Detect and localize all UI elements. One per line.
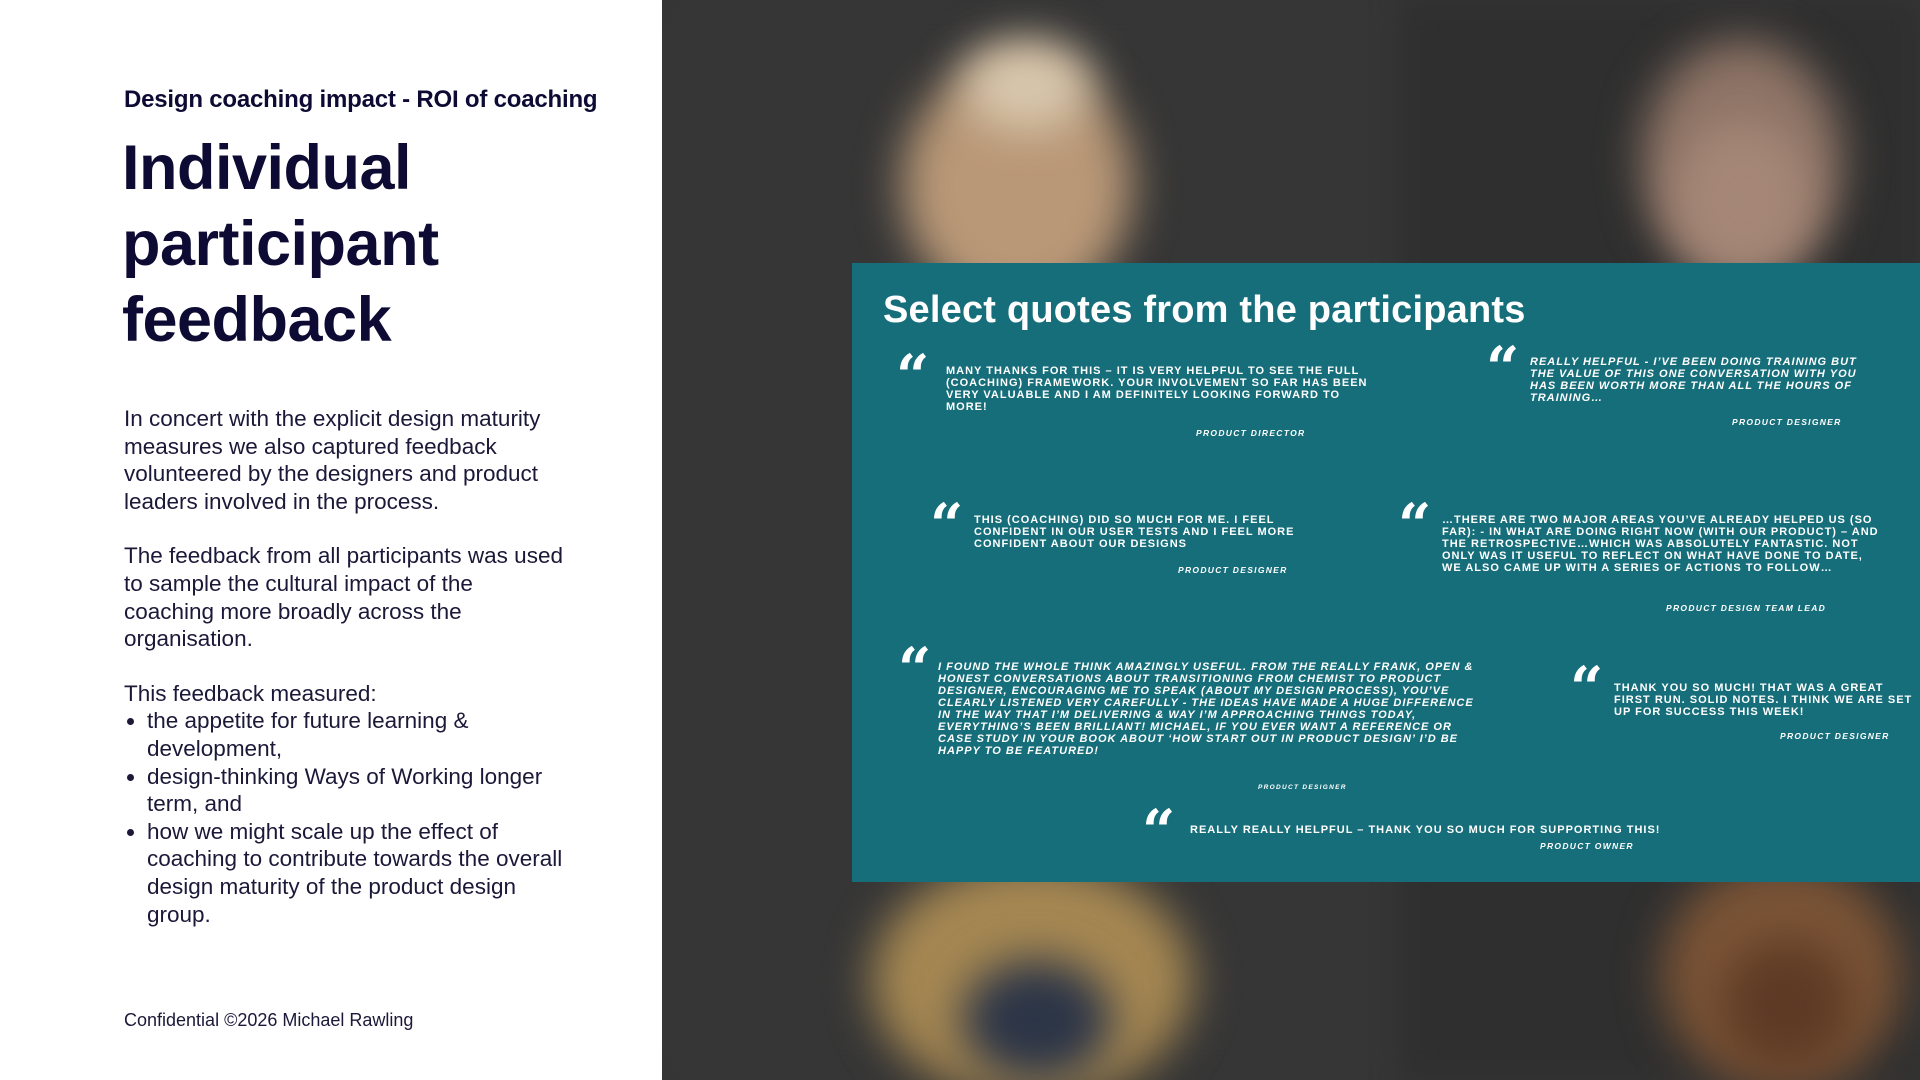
quote-text: THIS (COACHING) DID SO MUCH FOR ME. I FEEL CONFIDENT IN OUR USER TESTS AND I FEEL MORE CONFIDENT ABOUT OUR DESIGNS: [974, 514, 1295, 550]
slide-text-panel: [0, 0, 662, 1080]
quote-mark-icon: “: [896, 342, 924, 410]
slide-kicker: Design coaching impact - ROI of coaching: [124, 86, 598, 113]
quote-role: PRODUCT DIRECTOR: [1196, 428, 1306, 438]
quote-mark-icon: “: [1398, 491, 1426, 559]
quote-text: REALLY HELPFUL - I’VE BEEN DOING TRAINING BUT THE VALUE OF THIS ONE CONVERSATION WITH YOU HAS BEEN WORTH MORE THAN ALL THE HOURS OF TRAINING…: [1530, 356, 1857, 404]
body-paragraph-2: The feedback from all participants was used to sample the cultural impact of the coaching more broadly across the organisation.: [124, 543, 563, 652]
quote-block: [898, 635, 1478, 791]
quote-mark-icon: “: [1486, 334, 1514, 402]
quote-mark-icon: “: [898, 635, 926, 703]
participant-face: [962, 960, 1112, 1080]
quote-role: PRODUCT DESIGNER: [1258, 784, 1347, 791]
quotes-card-title: Select quotes from the participants: [883, 289, 1526, 331]
measured-item: • how we might scale up the effect of coaching to contribute towards the overall design maturity of the product design group.: [147, 818, 564, 928]
quote-text: …THERE ARE TWO MAJOR AREAS YOU’VE ALREADY HELPED US (SO FAR): - IN WHAT ARE DOING RIGHT NOW (WITH OUR PRODUCT) – AND THE RETROSPECTIVE…WHICH WAS ABSOLUTELY FANTASTIC. NOT ONLY WAS IT USEFUL TO REFLECT ON WHAT HAVE DONE TO DATE, WE ALSO CAME UP WITH A SERIES OF ACTIONS TO FOLLOW…: [1442, 514, 1879, 574]
quote-role: PRODUCT DESIGNER: [1732, 417, 1842, 427]
quote-block: [896, 342, 1396, 451]
quote-text: REALLY REALLY HELPFUL – THANK YOU SO MUCH FOR SUPPORTING THIS!: [1190, 824, 1661, 836]
measured-item: • the appetite for future learning & development,: [147, 707, 564, 762]
quote-mark-icon: “: [1570, 654, 1598, 722]
quote-role: PRODUCT DESIGNER: [1178, 565, 1288, 575]
quote-block: [1398, 491, 1898, 620]
slide-body: [124, 405, 564, 928]
body-paragraph-1: In concert with the explicit design maturity measures we also captured feedback volunteered by the designers and product leaders involved in the process.: [124, 406, 541, 514]
quote-role: PRODUCT OWNER: [1540, 841, 1634, 851]
quote-block: [1486, 334, 1906, 443]
slide-title: Individual participant feedback: [122, 133, 439, 355]
copyright-footer: Confidential ©2026 Michael Rawling: [124, 1010, 414, 1030]
quote-block: [1570, 654, 1920, 743]
participant-face: [962, 40, 1092, 130]
quotes-card: [852, 263, 1920, 882]
quote-role: PRODUCT DESIGNER: [1780, 731, 1890, 741]
participant-face: [1672, 120, 1812, 280]
quote-mark-icon: “: [1142, 797, 1170, 865]
participant-face: [1722, 940, 1852, 1070]
quote-block: [930, 491, 1330, 580]
quote-text: I FOUND THE WHOLE THINK AMAZINGLY USEFUL. FROM THE REALLY FRANK, OPEN & HONEST CONVERSATIONS ABOUT TRANSITIONING FROM CHEMIST TO PRODUCT DESIGNER, ENCOURAGING ME TO SPEAK (ABOUT MY DESIGN PROCESS), YOU’VE CLEARLY LISTENED VERY CAREFULLY - THE IDEAS HAVE MADE A HUGE DIFFERENCE IN THE WAY THAT I’M DELIVERING & WAY I’M APPROACHING THINGS TODAY, EVERYTHING’S BEEN BRILLIANT! MICHAEL, IF YOU EVER WANT A REFERENCE OR CASE STUDY IN YOUR BOOK ABOUT ‘HOW START OUT IN PRODUCT DESIGN’ I’D BE HAPPY TO BE FEATURED!: [938, 661, 1474, 757]
quote-role: PRODUCT DESIGN TEAM LEAD: [1666, 603, 1827, 613]
quote-text: MANY THANKS FOR THIS – IT IS VERY HELPFUL TO SEE THE FULL (COACHING) FRAMEWORK. YOUR INVOLVEMENT SO FAR HAS BEEN VERY VALUABLE AND I AM DEFINITELY LOOKING FORWARD TO MORE!: [946, 365, 1368, 413]
measured-item: • design-thinking Ways of Working longer term, and: [147, 763, 564, 818]
quote-text: THANK YOU SO MUCH! THAT WAS A GREAT FIRST RUN. SOLID NOTES. I THINK WE ARE SET UP FOR SUCCESS THIS WEEK!: [1614, 682, 1913, 718]
quote-block: [1142, 797, 1702, 866]
measured-list: [124, 707, 564, 928]
quote-mark-icon: “: [930, 491, 958, 559]
measured-intro: This feedback measured:: [124, 680, 377, 706]
